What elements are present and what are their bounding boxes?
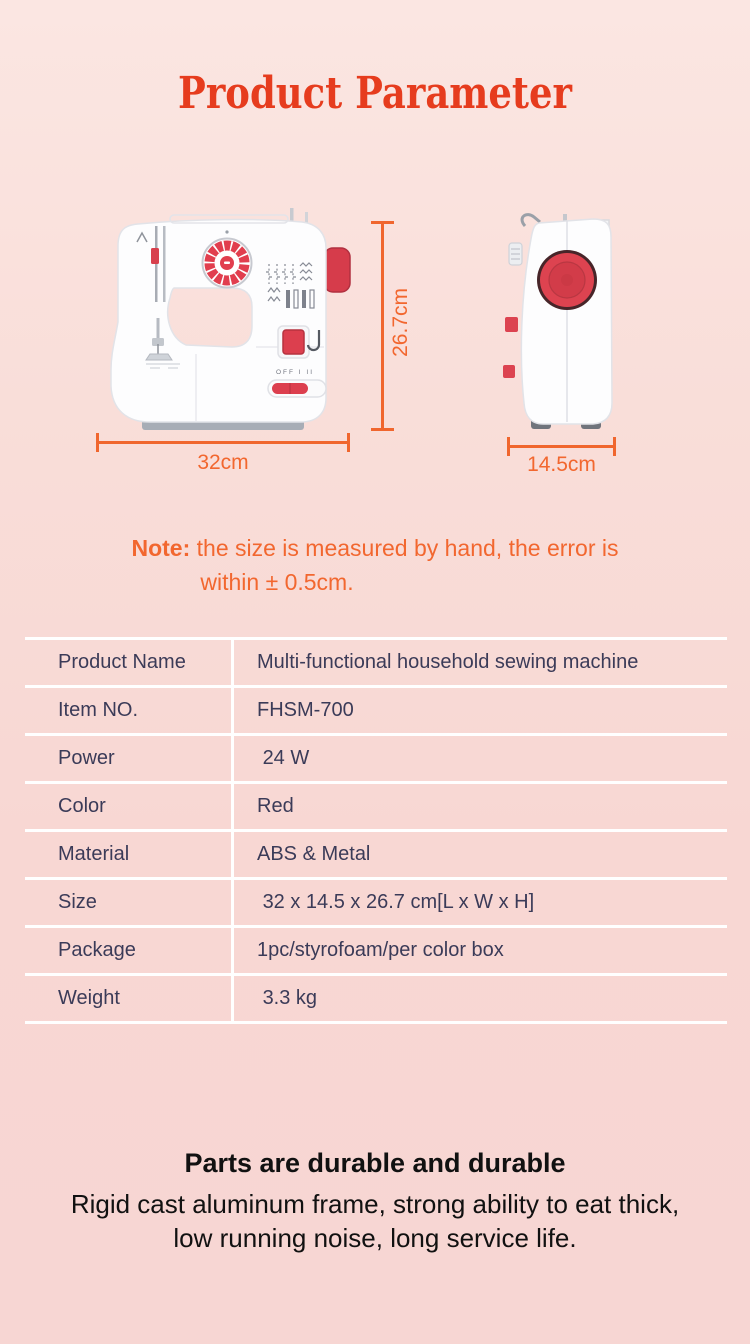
table-row bbox=[25, 637, 727, 685]
note-line2: within ± 0.5cm. bbox=[200, 569, 354, 595]
param-value: 32 x 14.5 x 26.7 cm[L x W x H] bbox=[257, 891, 535, 913]
param-label: Color bbox=[58, 795, 106, 817]
measurement-note bbox=[0, 531, 750, 599]
side-tab bbox=[505, 317, 518, 332]
table-row bbox=[25, 685, 727, 733]
param-label: Item NO. bbox=[58, 699, 139, 721]
param-label: Size bbox=[58, 891, 97, 913]
dim-cap-height-bottom bbox=[371, 428, 394, 431]
param-value: 24 W bbox=[257, 747, 310, 769]
dim-cap-front-right bbox=[347, 433, 350, 452]
spec-table bbox=[25, 637, 727, 1024]
footer-line1: Rigid cast aluminum frame, strong ability to eat thick, bbox=[70, 1189, 680, 1219]
sewing-machine-front-image bbox=[106, 206, 352, 436]
table-row bbox=[25, 877, 727, 925]
param-value: Multi-functional household sewing machine bbox=[257, 651, 639, 673]
thread-guide-bar-2 bbox=[163, 226, 166, 302]
param-label: Product Name bbox=[58, 651, 186, 673]
dim-cap-front-left bbox=[96, 433, 99, 452]
sewing-machine-side-image bbox=[503, 213, 625, 435]
param-value: 1pc/styrofoam/per color box bbox=[257, 939, 504, 961]
dim-line-front-width bbox=[96, 441, 350, 444]
param-label: Package bbox=[58, 939, 136, 961]
dim-label-front-width: 32cm bbox=[197, 451, 249, 474]
durability-blurb bbox=[0, 1148, 750, 1255]
param-value: Red bbox=[257, 795, 294, 817]
footer-line2: low running noise, long service life. bbox=[173, 1223, 577, 1253]
dim-line-side-width bbox=[507, 445, 616, 448]
dim-line-height bbox=[381, 221, 384, 431]
table-row bbox=[25, 781, 727, 829]
table-column-divider bbox=[231, 637, 234, 1021]
dim-label-height: 26.7cm bbox=[389, 288, 412, 357]
tension-lever bbox=[151, 248, 159, 264]
table-row bbox=[25, 829, 727, 877]
table-row bbox=[25, 925, 727, 973]
dim-cap-height-top bbox=[371, 221, 394, 224]
note-text: the size is measured by hand, the error is bbox=[190, 535, 619, 561]
param-label: Weight bbox=[58, 987, 120, 1009]
param-label: Power bbox=[58, 747, 115, 769]
dim-label-side-width: 14.5cm bbox=[527, 453, 596, 476]
table-row bbox=[25, 973, 727, 1021]
side-tab-2 bbox=[503, 365, 515, 378]
side-knob-ribbed bbox=[509, 243, 522, 265]
param-value: ABS & Metal bbox=[257, 843, 371, 865]
handwheel bbox=[537, 250, 597, 310]
note-prefix: Note: bbox=[131, 535, 191, 561]
param-value: FHSM-700 bbox=[257, 699, 354, 721]
param-value: 3.3 kg bbox=[257, 987, 318, 1009]
svg-text:OFF I II: OFF I II bbox=[276, 369, 315, 376]
param-label: Material bbox=[58, 843, 130, 865]
note-line1 bbox=[0, 531, 750, 565]
table-row bbox=[25, 733, 727, 781]
page-title: Product Parameter bbox=[178, 68, 572, 119]
footer-heading: Parts are durable and durable bbox=[184, 1148, 566, 1178]
front-side-knob bbox=[324, 248, 350, 292]
